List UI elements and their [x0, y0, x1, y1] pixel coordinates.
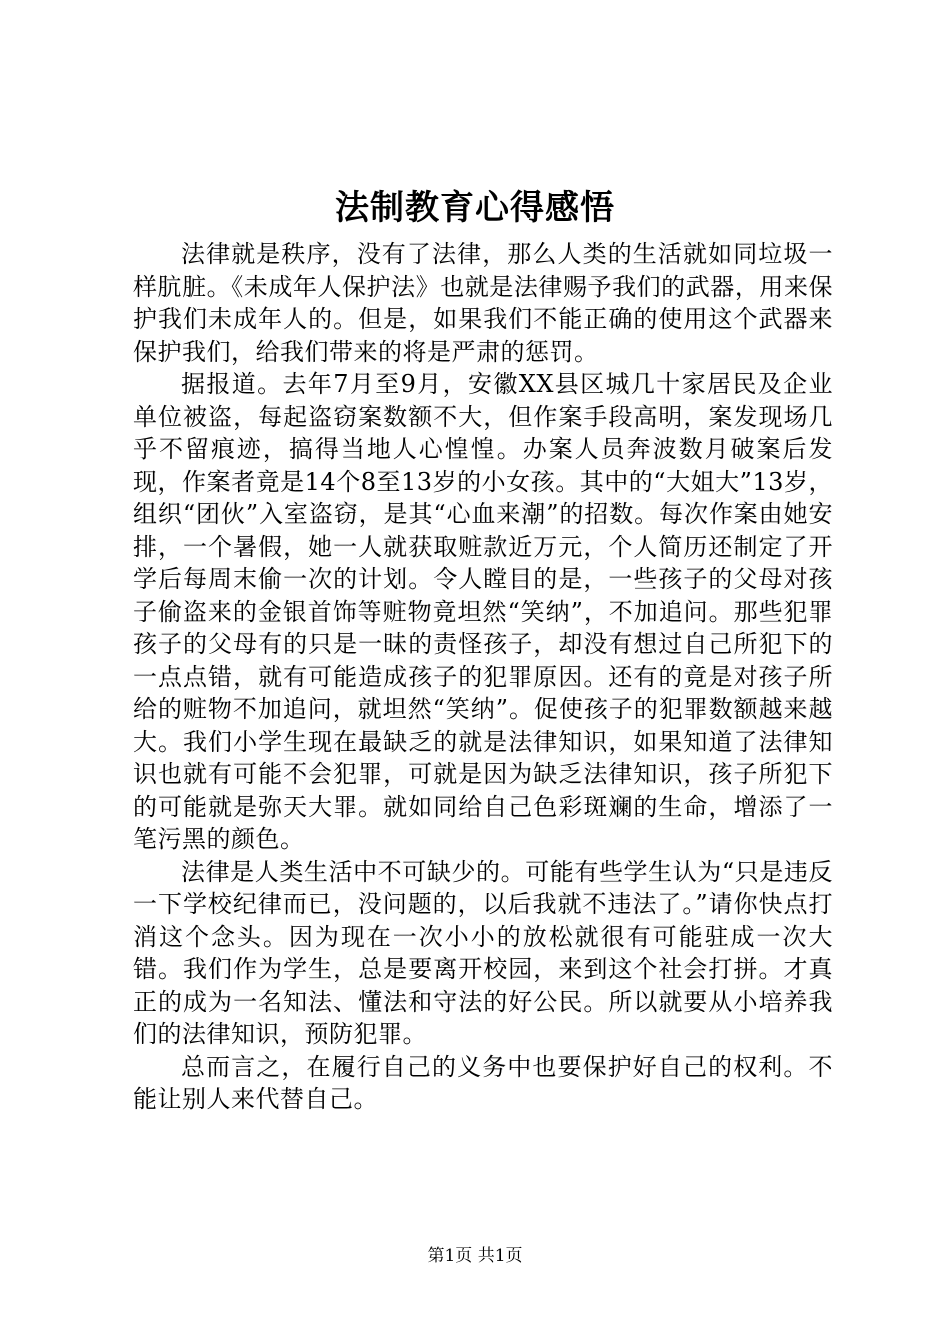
paragraph-4: 总而言之，在履行自己的义务中也要保护好自己的权利。不能让别人来代替自己。 — [133, 1052, 833, 1113]
paragraph-3: 法律是人类生活中不可缺少的。可能有些学生认为“只是违反一下学校纪律而已，没问题的，以后我就不违法了。”请你快点打消这个念头。因为现在一次小小的放松就很有可能驻成一次大错。我们作为学生，总是要离开校园，来到这个社会打拼。才真正的成为一名知法、懂法和守法的好公民。所以就要从小培养我们的法律知识，预防犯罪。 — [133, 857, 833, 1048]
paragraph-2: 据报道。去年7月至9月，安徽XX县区城几十家居民及企业单位被盗，每起盗窃案数额不大，但作案手段高明，案发现场几乎不留痕迹，搞得当地人心惶惶。办案人员奔波数月破案后发现，作案者竟是14个8至13岁的小女孩。其中的“大姐大”13岁，组织“团伙”入室盗窃，是其“心血来潮”的招数。每次作案由她安排，一个暑假，她一人就获取赃款近万元，个人简历还制定了开学后每周末偷一次的计划。令人瞠目的是，一些孩子的父母对孩子偷盗来的金银首饰等赃物竟坦然“笑纳”，不加追问。那些犯罪孩子的父母有的只是一昧的责怪孩子，却没有想过自己所犯下的一点点错，就有可能造成孩子的犯罪原因。还有的竟是对孩子所给的赃物不加追问，就坦然“笑纳”。促使孩子的犯罪数额越来越大。我们小学生现在最缺乏的就是法律知识，如果知道了法律知识也就有可能不会犯罪，可就是因为缺乏法律知识，孩子所犯下的可能就是弥天大罪。就如同给自己色彩斑斓的生命，增添了一笔污黑的颜色。 — [133, 370, 833, 853]
page-title: 法制教育心得感悟 — [335, 188, 615, 228]
page-number-footer: 第1页 共1页 — [427, 1246, 523, 1266]
paragraph-1: 法律就是秩序，没有了法律，那么人类的生活就如同垃圾一样肮脏。《未成年人保护法》也就是法律赐予我们的武器，用来保护我们未成年人的。但是，如果我们不能正确的使用这个武器来保护我们，给我们带来的将是严肃的惩罚。 — [133, 240, 833, 366]
document-body — [133, 238, 833, 1116]
